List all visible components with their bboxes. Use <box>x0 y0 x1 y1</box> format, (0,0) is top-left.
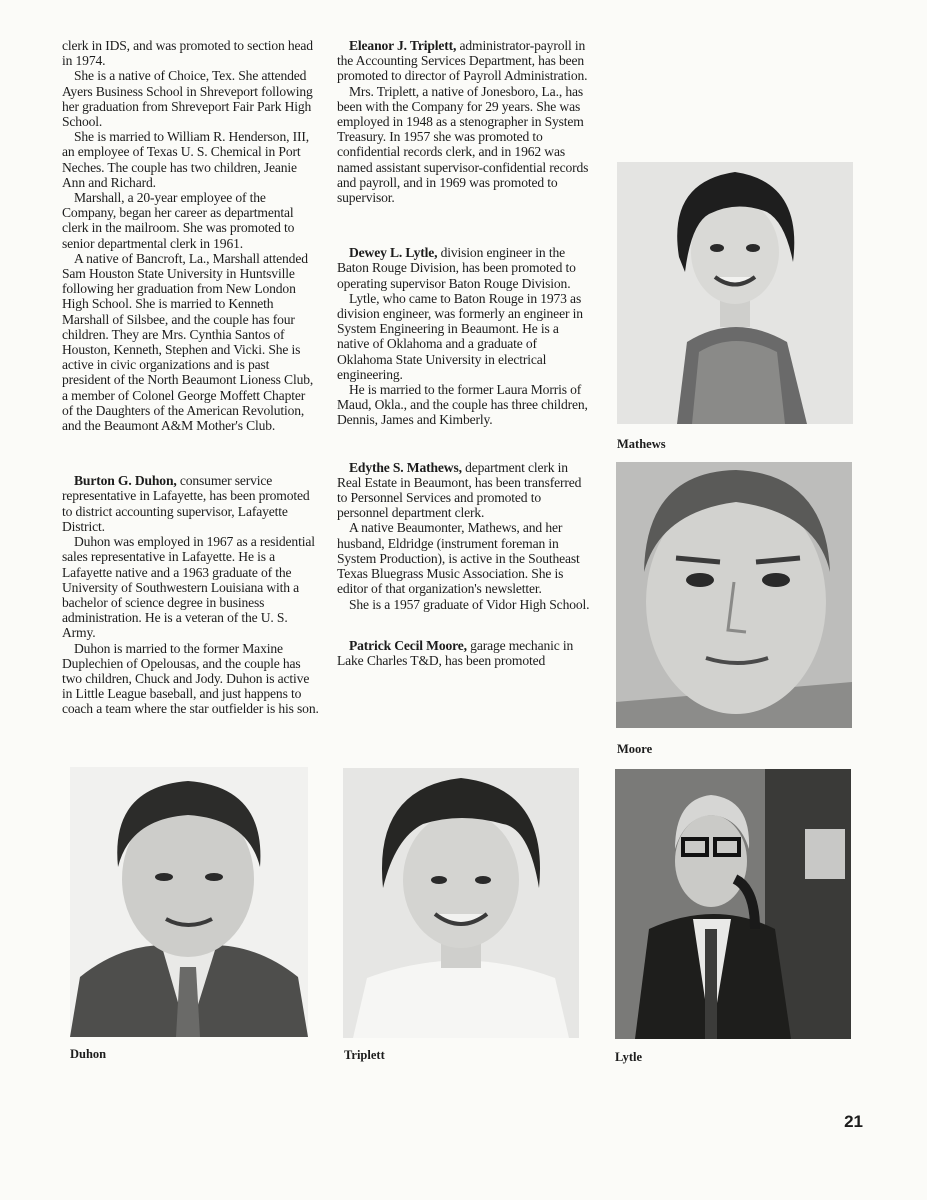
column-left <box>62 38 319 717</box>
lytle-lead-text: division engineer in the Baton Rouge Division, has been promoted to operating supervisor Baton Rouge Division. <box>337 245 576 291</box>
paragraph: She is a native of Choice, Tex. She attended Ayers Business School in Shreveport following her graduation from Shreveport Fair Park High School. <box>62 68 313 130</box>
paragraph: clerk in IDS, and was promoted to section head in 1974. <box>62 38 313 69</box>
caption-duhon: Duhon <box>70 1047 107 1061</box>
photo-lytle <box>615 769 851 1039</box>
duhon-lead-text: consumer service representative in Lafayette, has been promoted to district accounting supervisor, Lafayette District. <box>62 473 310 534</box>
moore-lead-text: garage mechanic in Lake Charles T&D, has been promoted <box>337 637 574 668</box>
paragraph: A native of Bancroft, La., Marshall attended Sam Houston State University in Huntsville following her graduation from New London High School. She is married to Kenneth Marshall of Silsbee, and the couple has four children. They are Mrs. Cynthia Santos of Houston, Kenneth, Stephen and Vicki. She is active in civic organizations and is past president of the North Beaumont Lioness Club, a member of Colonel George Moffett Chapter of the Daughters of the American Revolution, and the Beaumont A&M Mother's Club. <box>62 250 314 434</box>
paragraph: Marshall, a 20-year employee of the Company, began her career as departmental clerk in the mailroom. She was promoted to senior departmental clerk in 1961. <box>62 190 295 251</box>
triplett-announcement <box>337 38 592 84</box>
paragraph: Mrs. Triplett, a native of Jonesboro, La., has been with the Company for 29 years. She was employed in 1948 as a stenographer in System Treasury. In 1957 she was promoted to confidential records clerk, and in 1962 was named assistant supervisor-confidential records and payroll, and in 1969 was promoted to supervisor. <box>337 83 589 206</box>
duhon-name: Burton G. Duhon, <box>74 473 177 489</box>
moore-name: Patrick Cecil Moore, <box>349 637 467 653</box>
paragraph: Duhon is married to the former Maxine Duplechien of Opelousas, and the couple has two children, Chuck and Jody. Duhon is active in Little League baseball, and just happens to coach a team where the star outfielder is his son. <box>62 640 319 717</box>
paragraph: She is married to William R. Henderson, III, an employee of Texas U. S. Chemical in Port Neches. The couple has two children, Jeanie Ann and Richard. <box>62 129 309 190</box>
paragraph: Lytle, who came to Baton Rouge in 1973 as division engineer, was formerly an engineer in System Engineering in Beaumont. He is a native of Oklahoma and a graduate of Oklahoma State University in electrical engineering. <box>337 290 583 382</box>
mathews-name: Edythe S. Mathews, <box>349 459 462 475</box>
caption-moore: Moore <box>617 742 653 756</box>
mathews-announcement <box>337 460 592 521</box>
mathews-lead-text: department clerk in Real Estate in Beaumont, has been transferred to Personnel Services and promoted to personnel department clerk. <box>337 459 582 521</box>
lytle-announcement <box>337 245 592 291</box>
caption-triplett: Triplett <box>344 1048 385 1062</box>
photo-moore <box>616 462 852 728</box>
photo-triplett <box>343 768 579 1038</box>
paragraph: A native Beaumonter, Mathews, and her husband, Eldridge (instrument foreman in System Production), is active in the Southeast Texas Bluegrass Music Association. She is editor of that organization's newsletter. <box>337 520 580 597</box>
paragraph: He is married to the former Laura Morris of Maud, Okla., and the couple has three children, Dennis, James and Kimberly. <box>337 382 588 428</box>
lytle-name: Dewey L. Lytle, <box>349 245 438 261</box>
triplett-lead-text: administrator-payroll in the Accounting Services Department, has been promoted to director of Payroll Administration. <box>337 38 588 84</box>
paragraph: She is a 1957 graduate of Vidor High School. <box>349 596 590 612</box>
photo-duhon <box>70 767 308 1037</box>
paragraph: Duhon was employed in 1967 as a residential sales representative in Lafayette. He is a Lafayette native and a 1963 graduate of the University of Southwestern Louisiana with a bachelor of science degree in business administration. He is a veteran of the U. S. Army. <box>62 534 315 641</box>
photo-mathews <box>617 162 853 424</box>
triplett-name: Eleanor J. Triplett, <box>349 38 457 53</box>
page-number: 21 <box>844 1112 863 1131</box>
caption-lytle: Lytle <box>615 1050 643 1064</box>
caption-mathews: Mathews <box>617 437 666 451</box>
column-middle <box>337 38 592 668</box>
duhon-announcement <box>62 473 319 534</box>
moore-announcement <box>337 638 592 668</box>
